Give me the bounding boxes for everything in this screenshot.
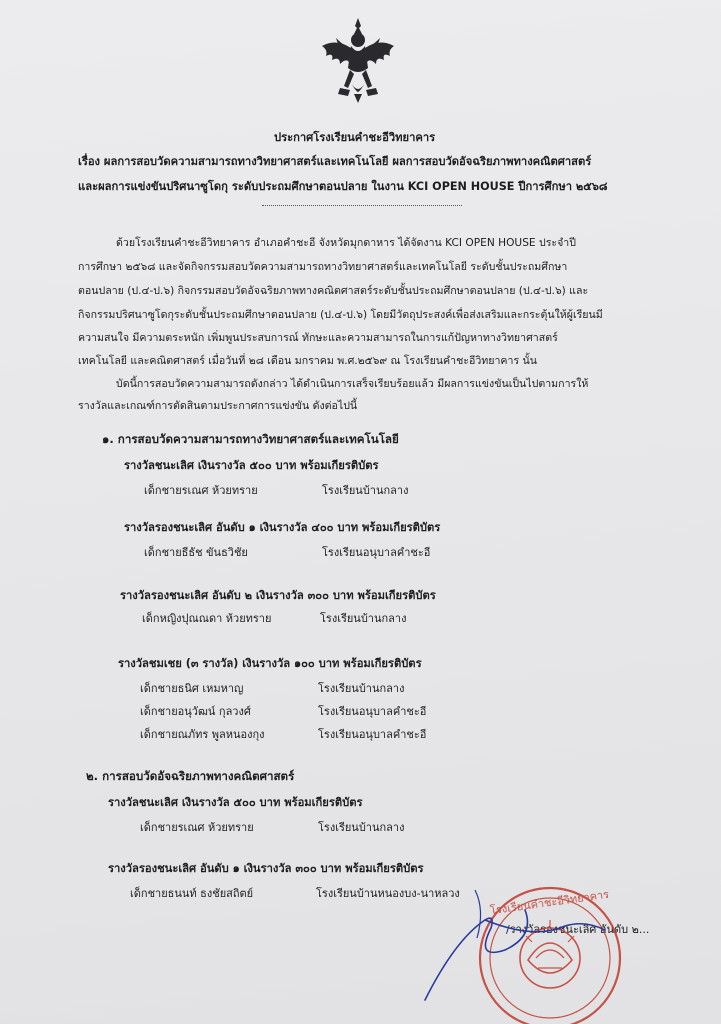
winner-school: โรงเรียนอนุบาลคำชะอี <box>322 546 431 559</box>
page-continuation: /รางวัลรองชนะเลิศ อันดับ ๒... <box>506 923 650 936</box>
section-1-title: ๑. การสอบวัดความสามารถทางวิทยาศาสตร์และเทคโนโลยี <box>102 432 399 446</box>
body-line-6: เทคโนโลยี และคณิตศาสตร์ เมื่อวันที่ ๒๘ เดือน มกราคม พ.ศ.๒๕๖๙ ณ โรงเรียนคำชะอีวิทยาคาร นั้น <box>78 355 537 367</box>
award-label: รางวัลชมเชย (๓ รางวัล) เงินรางวัล ๑๐๐ บาท พร้อมเกียรติบัตร <box>118 657 422 670</box>
garuda-emblem-icon <box>318 16 398 104</box>
winner-school: โรงเรียนบ้านกลาง <box>322 484 409 497</box>
winner-school: โรงเรียนอนุบาลคำชะอี <box>318 728 427 741</box>
award-label: รางวัลรองชนะเลิศ อันดับ ๒ เงินรางวัล ๓๐๐ บาท พร้อมเกียรติบัตร <box>120 589 436 602</box>
body-line-1: ด้วยโรงเรียนคำชะอีวิทยาคาร อำเภอคำชะอี จังหวัดมุกดาหาร ได้จัดงาน KCI OPEN HOUSE ประจำปี <box>116 237 576 249</box>
winner-name: เด็กชายรเณศ ห้วยทราย <box>140 821 254 834</box>
award-label: รางวัลชนะเลิศ เงินรางวัล ๕๐๐ บาท พร้อมเกียรติบัตร <box>124 459 379 472</box>
winner-name: เด็กชายรเณศ ห้วยทราย <box>144 484 258 497</box>
body-line-5: ความสนใจ มีความตระหนัก เพิ่มพูนประสบการณ์ ทักษะและความสามารถในการแก้ปัญหาทางวิทยาศาสตร์ <box>78 332 558 344</box>
winner-name: เด็กชายธนนท์ ธงชัยสถิตย์ <box>130 887 254 900</box>
svg-text:โรงเรียนคำชะอีวิทยาคาร: โรงเรียนคำชะอีวิทยาคาร <box>489 887 610 918</box>
winner-school: โรงเรียนบ้านกลาง <box>320 612 407 625</box>
winner-name: เด็กชายธนิศ เหมหาญ <box>140 682 244 695</box>
section-2-title: ๒. การสอบวัดอัจฉริยภาพทางคณิตศาสตร์ <box>86 769 295 783</box>
winner-school: โรงเรียนบ้านหนองบง-นาหลวง <box>316 887 460 900</box>
winner-school: โรงเรียนอนุบาลคำชะอี <box>318 705 427 718</box>
body-line-2: การศึกษา ๒๕๖๘ และจัดกิจกรรมสอบวัดความสามารถทางวิทยาศาสตร์และเทคโนโลยี ระดับชั้นประถมศึกษา <box>78 261 568 273</box>
award-label: รางวัลชนะเลิศ เงินรางวัล ๕๐๐ บาท พร้อมเกียรติบัตร <box>108 796 363 809</box>
winner-name: เด็กชายณภัทร พูลหนองกุง <box>140 728 265 741</box>
award-label: รางวัลรองชนะเลิศ อันดับ ๑ เงินรางวัล ๔๐๐ บาท พร้อมเกียรติบัตร <box>124 521 441 534</box>
winner-school: โรงเรียนบ้านกลาง <box>318 821 405 834</box>
dotted-separator <box>262 205 462 206</box>
body-line-8: รางวัลและเกณฑ์การตัดสินตามประกาศการแข่งขัน ดังต่อไปนี้ <box>78 400 358 412</box>
body-line-3: ตอนปลาย (ป.๔-ป.๖) กิจกรรมสอบวัดอัจฉริยภาพทางคณิตศาสตร์ระดับชั้นประถมศึกษาตอนปลาย (ป.๔-ป.๖) และ <box>78 285 589 297</box>
body-line-4: กิจกรรมปริศนาซูโดกุระดับชั้นประถมศึกษาตอนปลาย (ป.๔-ป.๖) โดยมีวัตถุประสงค์เพื่อส่งเสริมและกระตุ้นให้ผู้เรียนมี <box>78 309 603 321</box>
body-line-7: บัดนี้การสอบวัดความสามารถดังกล่าว ได้ดำเนินการเสร็จเรียบร้อยแล้ว มีผลการแข่งขันเป็นไปตามการให้ <box>116 378 589 390</box>
subject-line-2: และผลการแข่งขันปริศนาซูโดกุ ระดับประถมศึกษาตอนปลาย ในงาน KCI OPEN HOUSE ปีการศึกษา ๒๕๖๘ <box>78 180 608 193</box>
winner-name: เด็กชายธีธัช ขันธวิชัย <box>144 546 248 559</box>
subject-line-1: เรื่อง ผลการสอบวัดความสามารถทางวิทยาศาสตร์และเทคโนโลยี ผลการสอบวัดอัจฉริยภาพทางคณิตศาสตร์ <box>78 155 592 168</box>
signature <box>415 880 615 1010</box>
winner-school: โรงเรียนบ้านกลาง <box>318 682 405 695</box>
announcement-title: ประกาศโรงเรียนคำชะอีวิทยาคาร <box>274 131 436 144</box>
winner-name: เด็กหญิงปุณณดา ห้วยทราย <box>142 612 272 625</box>
winner-name: เด็กชายอนุวัฒน์ กุลวงศ์ <box>140 705 251 718</box>
award-label: รางวัลรองชนะเลิศ อันดับ ๑ เงินรางวัล ๓๐๐ บาท พร้อมเกียรติบัตร <box>108 862 424 875</box>
